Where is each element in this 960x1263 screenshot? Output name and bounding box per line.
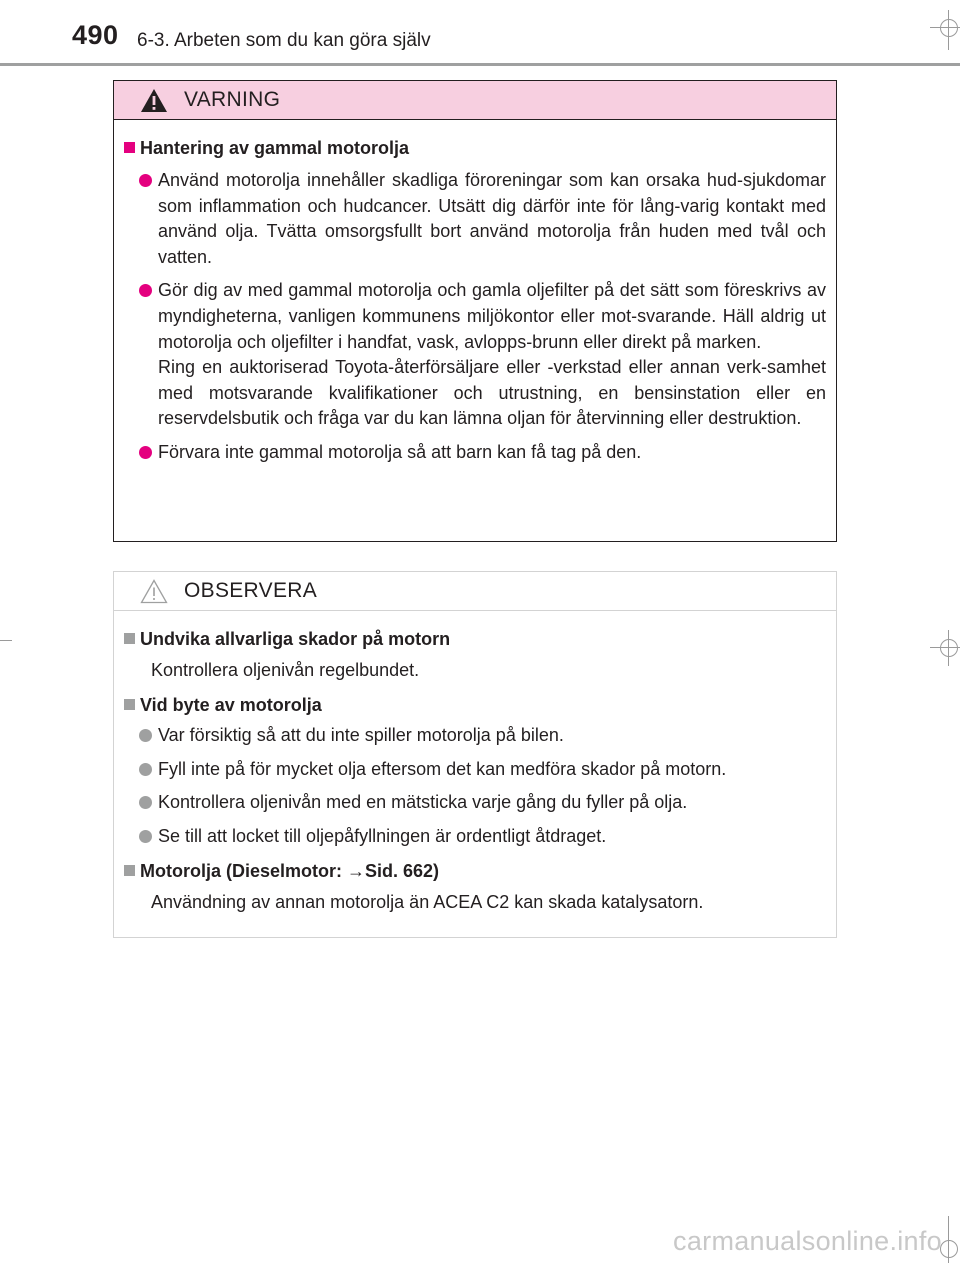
section-heading — [124, 134, 826, 162]
list-item-text: Fyll inte på för mycket olja eftersom det kan medföra skador på motorn. — [158, 758, 727, 779]
list-item — [139, 757, 826, 783]
round-bullet-icon — [139, 729, 152, 742]
notice-header — [114, 572, 836, 611]
warning-title: VARNING — [184, 88, 281, 111]
warning-box — [113, 80, 837, 542]
list-item-text — [158, 278, 826, 432]
list-item — [139, 824, 826, 850]
caution-triangle-icon — [140, 579, 168, 604]
notice-section — [124, 691, 826, 849]
notice-title: OBSERVERA — [184, 579, 318, 602]
warning-header — [114, 81, 836, 120]
section-heading — [124, 625, 826, 653]
round-bullet-icon — [139, 830, 152, 843]
warning-triangle-icon — [140, 88, 168, 113]
list-item — [139, 168, 826, 270]
square-bullet-icon — [124, 865, 135, 876]
notice-section — [124, 857, 826, 915]
heading-text: Vid byte av motorolja — [140, 695, 322, 715]
section-text: Användning av annan motorolja än ACEA C2 kan skada katalysatorn. — [151, 892, 704, 913]
notice-box — [113, 571, 837, 938]
list-item-text: Förvara inte gammal motorolja så att barn kan få tag på den. — [158, 441, 642, 462]
watermark: carmanualsonline.info — [673, 1226, 942, 1256]
page-reference-link[interactable]: Motorolja (Dieselmotor: →Sid. 662) — [140, 861, 440, 882]
section-title: 6-3. Arbeten som du kan göra själv — [137, 30, 431, 51]
section-heading — [124, 691, 826, 719]
page-number: 490 — [72, 20, 119, 50]
warning-section — [124, 134, 826, 466]
round-bullet-icon — [139, 284, 152, 297]
heading-text: Hantering av gammal motorolja — [140, 138, 410, 158]
round-bullet-icon — [139, 796, 152, 809]
list-item — [139, 723, 826, 749]
list-item-paragraph: Ring en auktoriserad Toyota-återförsäljare eller -verkstad eller annan verk-samhet med motsvarande kvalifikationer och utrustning, en bensinstation eller en reservdelsbutik och fråga var du kan lämna oljan för återvinning eller destruktion. — [158, 357, 826, 429]
section-heading — [124, 857, 826, 885]
heading-text: Undvika allvarliga skador på motorn — [140, 629, 451, 649]
square-bullet-icon — [124, 699, 135, 710]
list-item-text: Var försiktig så att du inte spiller motorolja på bilen. — [158, 725, 564, 745]
list-item-text: Använd motorolja innehåller skadliga föroreningar som kan orsaka hud-sjukdomar som inflammation och hudcancer. Utsätt dig därför inte för lång-varig kontakt med använd olja. Tvätta omsorgsfullt bort använd motorolja från huden med tvål och vatten. — [158, 170, 826, 267]
header-rule — [0, 63, 960, 66]
list-item — [139, 440, 826, 466]
list-item — [139, 278, 826, 432]
list-item-paragraph: Gör dig av med gammal motorolja och gamla oljefilter på det sätt som föreskrivs av myndigheterna, vanligen kommunens miljökontor eller mot-svarande. Häll aldrig ut motorolja och oljefilter i handfat, vask, avlopps-brunn eller direkt på marken. — [158, 280, 826, 352]
round-bullet-icon — [139, 446, 152, 459]
section-text: Kontrollera oljenivån regelbundet. — [151, 660, 420, 680]
round-bullet-icon — [139, 174, 152, 187]
square-bullet-icon — [124, 633, 135, 644]
list-item-text: Kontrollera oljenivån med en mätsticka varje gång du fyller på olja. — [158, 792, 688, 813]
warning-body — [114, 120, 836, 466]
notice-body — [114, 611, 836, 915]
list-item — [139, 790, 826, 816]
round-bullet-icon — [139, 763, 152, 776]
list-item-text: Se till att locket till oljepåfyllningen är ordentligt åtdraget. — [158, 825, 607, 846]
square-bullet-icon — [124, 142, 135, 153]
notice-section — [124, 625, 826, 683]
